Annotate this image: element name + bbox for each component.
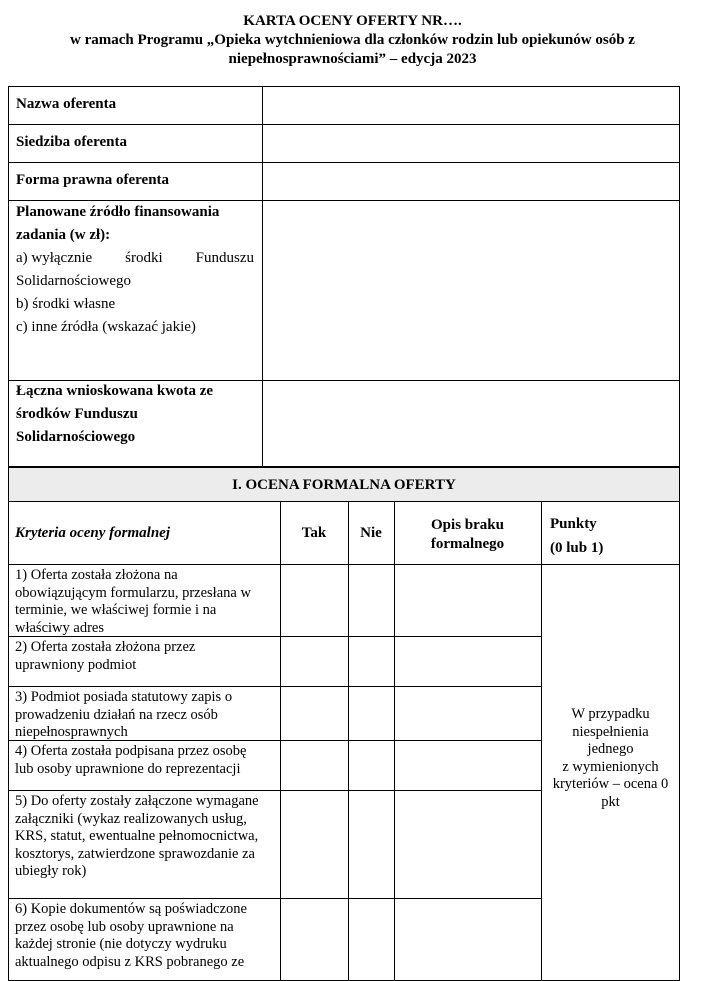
points-note (541, 706, 680, 811)
yes-column-header: Tak (301, 525, 327, 541)
col-divider (394, 501, 395, 981)
criterion-text-line: 4) Oferta została podpisana przez osobę (15, 743, 247, 759)
funding-option-c: c) inne źródła (wskazać jakie) (16, 319, 196, 335)
criterion-text-line: lub osoby uprawnione do reprezentacji (15, 760, 241, 777)
funding-title-line1: Planowane źródło finansowania (16, 204, 220, 220)
formal-gap-column-header (394, 516, 541, 554)
criterion-row-1 (15, 567, 279, 637)
criterion-text-line: niepełnosprawnych (15, 724, 128, 740)
info-row-separator (8, 162, 680, 163)
requested-amount-line2: środków Funduszu (16, 406, 138, 422)
criterion-text-line: obowiązującym formularzu, przesłana w (15, 584, 251, 601)
requested-amount-line1: Łączna wnioskowana kwota ze (16, 383, 214, 399)
criterion-text-line: przez osobę lub osoby uprawnione na (15, 918, 234, 935)
points-note-line: niespełnienia (572, 723, 649, 740)
points-column-header (550, 512, 603, 560)
criterion-text-line: 2) Oferta została złożona przez (15, 639, 196, 655)
funding-option-a-word: środki (125, 250, 163, 266)
col-divider (280, 501, 281, 981)
funding-option-a-word: Funduszu (195, 250, 254, 266)
criterion-text-line: ubiegły rok) (15, 863, 87, 879)
document-subtitle-line2: niepełnosprawnościami” – edycja 2023 (228, 51, 477, 67)
offeror-legal-form-label: Forma prawna oferenta (16, 172, 170, 188)
criterion-text-line: aktualnego odpisu z KRS pobranego ze (15, 953, 245, 970)
document-title: KARTA OCENY OFERTY NR…. (243, 13, 462, 29)
formal-gap-header-line1: Opis braku (431, 517, 504, 533)
points-header-line1: Punkty (550, 516, 597, 532)
criterion-row-5 (15, 793, 279, 881)
points-note-line: pkt (601, 793, 620, 810)
table-row-separator (8, 686, 541, 687)
points-note-line: jednego (587, 741, 634, 757)
criterion-text-line: każdej stronie (nie dotyczy wydruku (15, 936, 227, 952)
info-table-divider (262, 86, 263, 467)
criterion-text-line: załączniki (wykaz realizowanych usług, (15, 810, 247, 827)
requested-amount-line3: Solidarnościowego (16, 429, 136, 445)
criterion-text-line: 5) Do oferty zostały załączone wymagane (15, 793, 259, 809)
funding-title-line2: zadania (w zł): (16, 227, 111, 243)
points-note-line: W przypadku (571, 706, 650, 722)
document-subtitle-line1: w ramach Programu „Opieka wytchnieniowa dla członków rodzin lub opiekunów osób z (70, 32, 635, 48)
section-title: I. OCENA FORMALNA OFERTY (232, 477, 456, 493)
funding-source-block (16, 201, 254, 339)
criterion-row-4 (15, 743, 279, 778)
funding-option-b: b) środki własne (16, 296, 116, 312)
criterion-row-2 (15, 639, 279, 674)
points-note-line: z wymienionych (562, 758, 659, 775)
criteria-column-header: Kryteria oceny formalnej (15, 525, 170, 541)
formal-gap-header-line2: formalnego (430, 536, 505, 552)
offeror-name-label: Nazwa oferenta (16, 96, 117, 112)
offeror-seat-label: Siedziba oferenta (16, 134, 127, 150)
criterion-row-3 (15, 689, 279, 742)
no-column-header: Nie (360, 525, 382, 541)
criterion-text-line: KRS, statut, ewentualne pełnomocnictwa, (15, 828, 259, 844)
table-row-separator (8, 790, 541, 791)
criterion-text-line: 3) Podmiot posiada statutowy zapis o (15, 689, 233, 705)
criterion-row-6 (15, 901, 279, 971)
col-divider (348, 501, 349, 981)
info-row-separator (8, 124, 680, 125)
criterion-text-line: terminie, we właściwej formie i na (15, 602, 217, 618)
requested-amount-label (16, 380, 256, 449)
funding-option-a-word: a) wyłącznie (16, 250, 93, 266)
criterion-text-line: kosztorys, zatwierdzone sprawozdanie za (15, 845, 255, 862)
funding-option-a (16, 247, 254, 270)
table-row-separator (8, 898, 541, 899)
criterion-text-line: uprawniony podmiot (15, 656, 137, 673)
criterion-text-line: właściwy adres (15, 619, 104, 636)
funding-option-a-continued: Solidarnościowego (16, 273, 131, 289)
criterion-text-line: 1) Oferta została złożona na (15, 567, 178, 583)
criterion-text-line: 6) Kopie dokumentów są poświadczone (15, 901, 247, 917)
table-header-separator (8, 564, 680, 565)
document-header (0, 12, 705, 69)
points-header-line2: (0 lub 1) (550, 540, 604, 556)
criterion-text-line: prowadzeniu działań na rzecz osób (15, 706, 218, 723)
points-note-line: kryteriów – ocena 0 (552, 776, 669, 792)
